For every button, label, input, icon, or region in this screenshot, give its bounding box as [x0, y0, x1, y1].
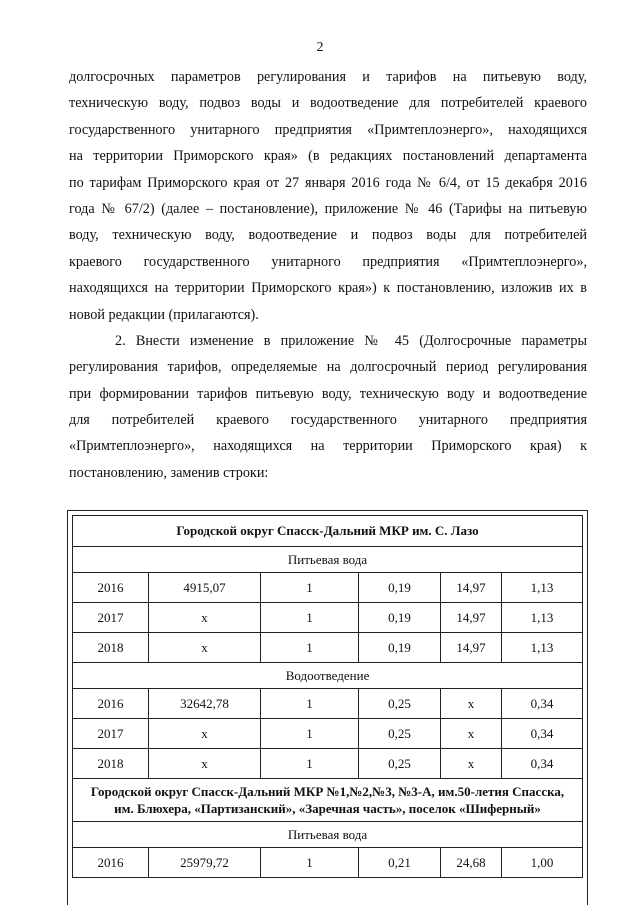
table-cell: 1,13 — [502, 633, 583, 663]
paragraph1-line: на территории Приморского края» (в редакциях постановлений департамента — [69, 148, 587, 165]
table-cell: 1 — [261, 719, 359, 749]
table-cell: х — [149, 633, 261, 663]
paragraph1-line: техническую воду, подвоз воды и водоотведение для потребителей краевого — [69, 95, 587, 112]
page-number: 2 — [316, 40, 324, 55]
section2-title — [73, 779, 583, 822]
paragraph1-line: новой редакции (прилагаются). — [69, 306, 259, 323]
table-cell: 1,13 — [502, 603, 583, 633]
table-cell: 1 — [261, 689, 359, 719]
table-cell: х — [149, 749, 261, 779]
table-cell: 1 — [261, 749, 359, 779]
table-cell: 0,34 — [502, 689, 583, 719]
paragraph1-line: долгосрочных параметров регулирования и тарифов на питьевую воду, — [69, 69, 587, 85]
tariff-table — [72, 515, 583, 878]
table-cell: 14,97 — [441, 573, 502, 603]
table-cell: 0,21 — [359, 848, 441, 878]
table-cell: 1,13 — [502, 573, 583, 603]
table-cell: 0,34 — [502, 749, 583, 779]
table-cell: 1 — [261, 633, 359, 663]
paragraph2-line: при формировании тарифов питьевую воду, техническую воду и водоотведение — [69, 385, 587, 402]
table-cell: 1,00 — [502, 848, 583, 878]
table-cell: 0,25 — [359, 689, 441, 719]
table-row — [73, 749, 583, 779]
table-cell: 2018 — [73, 749, 149, 779]
paragraph2-line: постановлению, заменив строки: — [69, 464, 269, 481]
section1-title: Городской округ Спасск-Дальний МКР им. С. Лазо — [73, 516, 583, 547]
table-cell: х — [149, 603, 261, 633]
table-cell: х — [441, 689, 502, 719]
table-row — [73, 848, 583, 878]
table-cell: х — [149, 719, 261, 749]
table-cell: 4915,07 — [149, 573, 261, 603]
paragraph1-line: года № 67/2) (далее – постановление), приложение № 46 (Тарифы на питьевую — [69, 200, 587, 217]
table-cell: 32642,78 — [149, 689, 261, 719]
section2-title-line: им. Блюхера, «Партизанский», «Заречная часть», поселок «Шиферный» — [114, 801, 541, 816]
water-label: Питьевая вода — [73, 547, 583, 573]
table-cell: 1 — [261, 603, 359, 633]
table-cell: х — [441, 749, 502, 779]
table-cell: 2016 — [73, 689, 149, 719]
paragraph2-line: 2. Внести изменение в приложение № 45 (Долгосрочные параметры — [115, 332, 587, 349]
tariff-table-frame — [67, 510, 588, 905]
paragraph2-line: «Примтеплоэнерго», находящихся на территории Приморского края) к — [69, 438, 587, 455]
table-cell: 1 — [261, 573, 359, 603]
table-cell: 14,97 — [441, 603, 502, 633]
paragraph2-line: регулирования тарифов, определяемые на долгосрочный период регулирования — [69, 359, 587, 376]
table-cell: 0,25 — [359, 749, 441, 779]
table-row — [73, 603, 583, 633]
table-cell: 14,97 — [441, 633, 502, 663]
table-cell: 2017 — [73, 719, 149, 749]
table-cell: 0,19 — [359, 603, 441, 633]
table-cell: 0,25 — [359, 719, 441, 749]
paragraph1-line: по тарифам Приморского края от 27 января 2016 года № 6/4, от 15 декабря 2016 — [69, 174, 587, 191]
table-cell: 2018 — [73, 633, 149, 663]
body-text — [69, 64, 587, 486]
table-cell: 0,34 — [502, 719, 583, 749]
paragraph2-line: для потребителей краевого государственного унитарного предприятия — [69, 412, 587, 429]
table-cell: 0,19 — [359, 633, 441, 663]
table-row — [73, 573, 583, 603]
table-row — [73, 633, 583, 663]
table-cell: 0,19 — [359, 573, 441, 603]
sewer-label: Водоотведение — [73, 663, 583, 689]
table-cell: 2016 — [73, 848, 149, 878]
section2-title-line: Городской округ Спасск-Дальний МКР №1,№2,№3, №3-А, им.50-летия Спасска, — [90, 784, 565, 799]
table-cell: 24,68 — [441, 848, 502, 878]
paragraph1-line: государственного унитарного предприятия «Примтеплоэнерго», находящихся — [69, 121, 587, 138]
table-row — [73, 719, 583, 749]
table-cell: 2016 — [73, 573, 149, 603]
paragraph1-line: воду, техническую воду, водоотведение и подвоз воды для потребителей — [69, 227, 587, 244]
paragraph1-line: находящихся на территории Приморского края») к постановлению, изложив их в — [69, 280, 587, 297]
paragraph1-line: краевого государственного унитарного предприятия «Примтеплоэнерго», — [69, 253, 587, 270]
table-cell: 25979,72 — [149, 848, 261, 878]
table-row — [73, 689, 583, 719]
table-cell: 1 — [261, 848, 359, 878]
water-label: Питьевая вода — [73, 822, 583, 848]
table-cell: 2017 — [73, 603, 149, 633]
table-cell: х — [441, 719, 502, 749]
